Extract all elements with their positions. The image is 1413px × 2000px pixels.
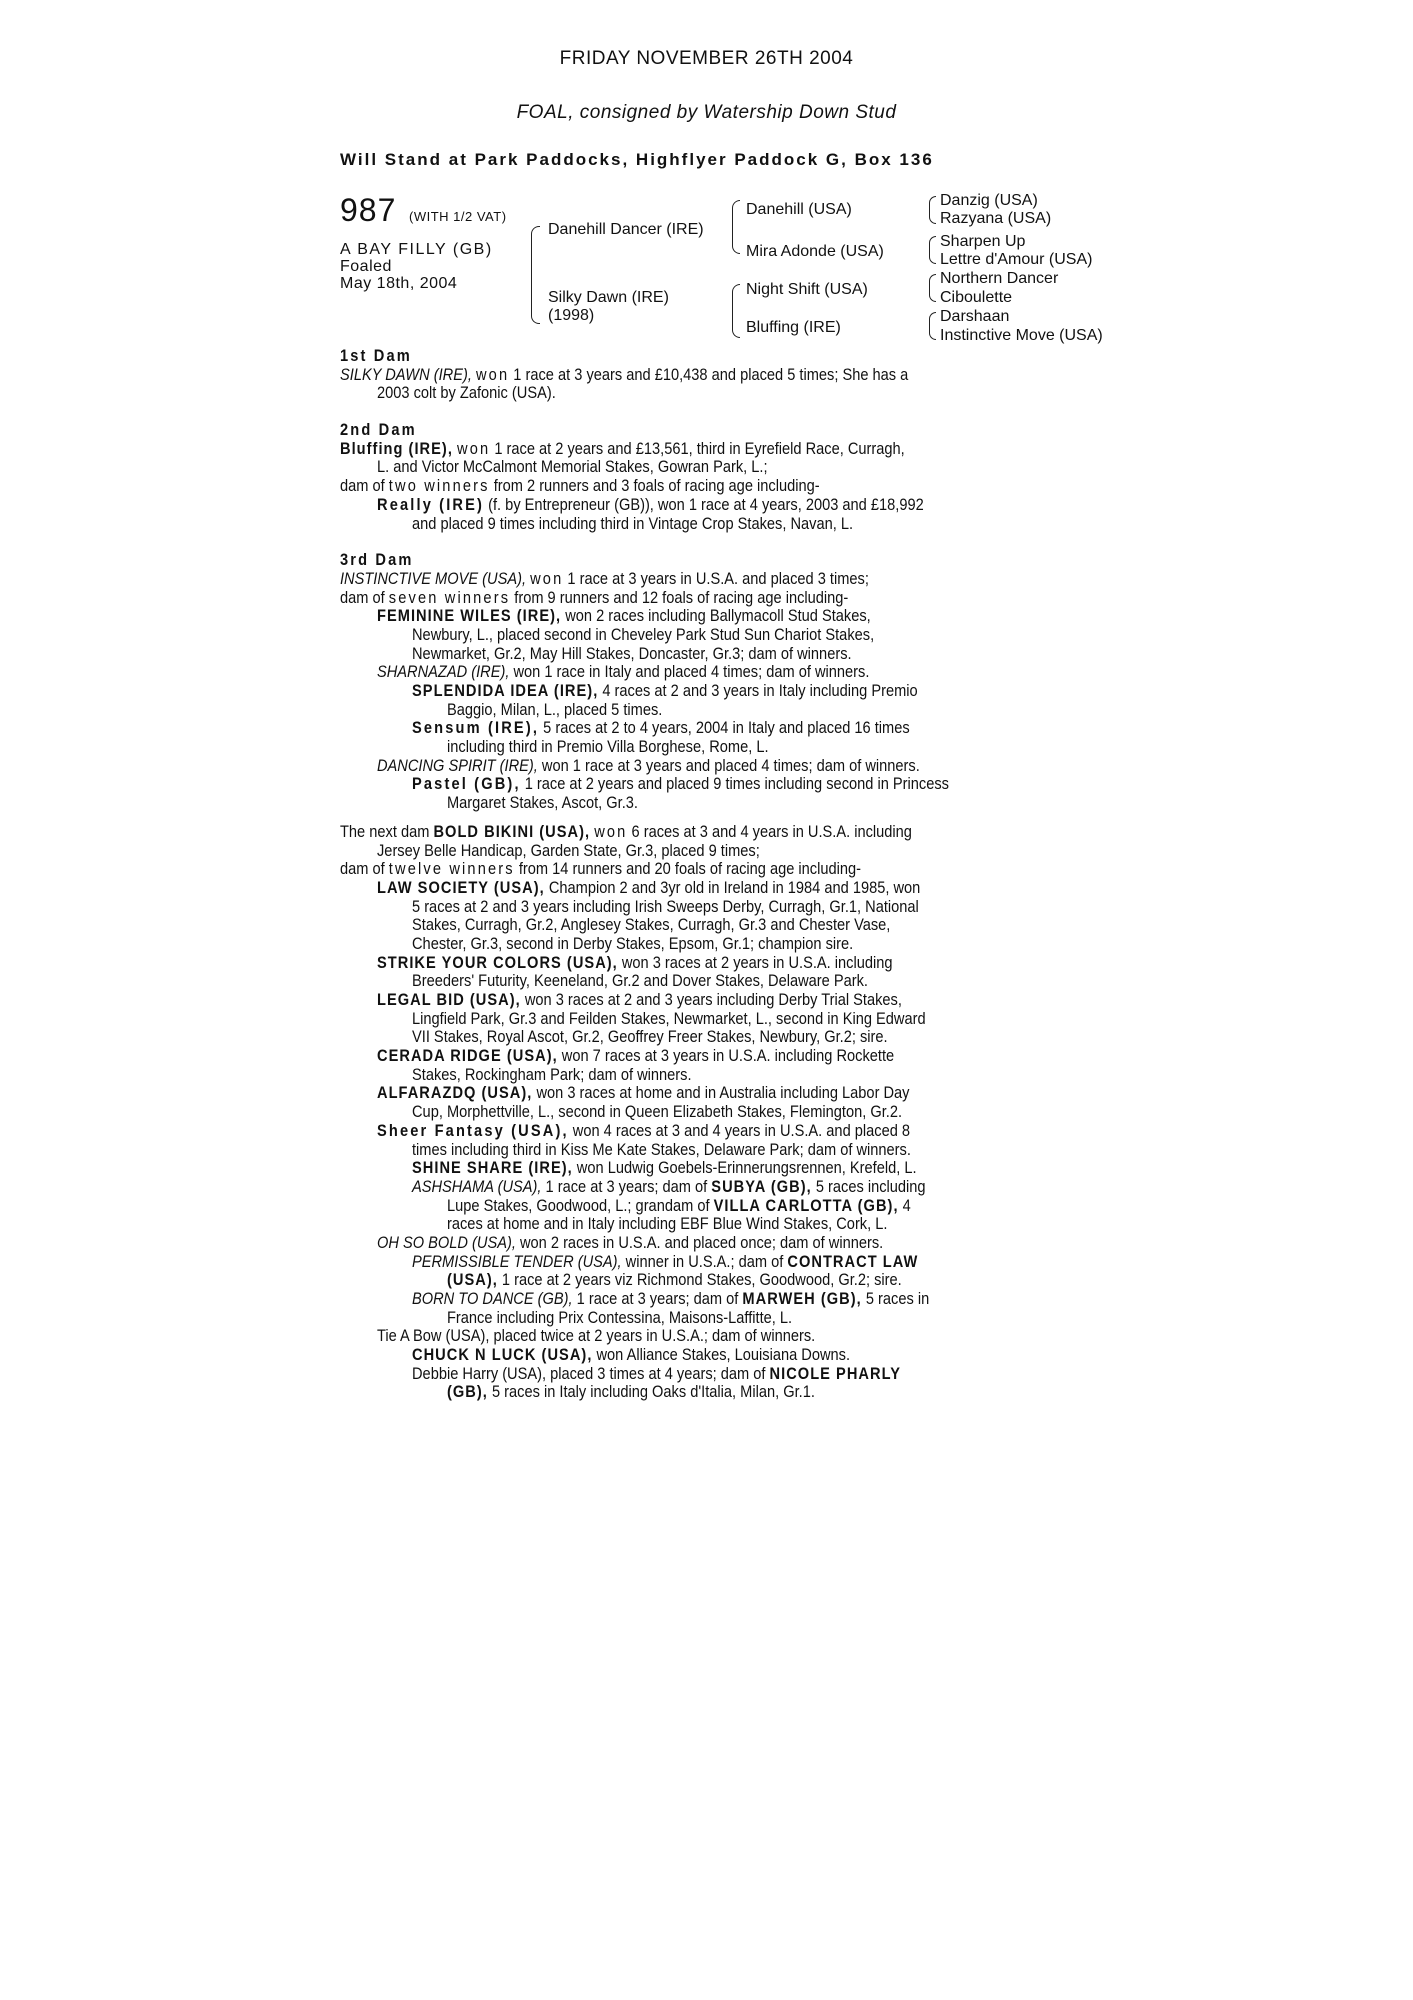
first-dam-line: 2003 colt by Zafonic (USA). — [377, 383, 556, 403]
third-dam-line: Baggio, Milan, L., placed 5 times. — [447, 699, 663, 719]
next-dam-line: (USA), 1 race at 2 years viz Richmond Stakes, Goodwood, Gr.2; sire. — [447, 1270, 902, 1290]
third-dam-line: including third in Premio Villa Borghese, Rome, L. — [447, 737, 769, 757]
next-dam-line: dam of twelve winners from 14 runners and 20 foals of racing age including- — [340, 859, 861, 879]
first-dam-line: SILKY DAWN (IRE), won 1 race at 3 years and £10,438 and placed 5 times; She has a — [340, 364, 909, 384]
pedigree-dam-dam: Bluffing (IRE) — [746, 319, 841, 336]
next-dam-line: ASHSHAMA (USA), 1 race at 3 years; dam of SUBYA (GB), 5 races including — [412, 1176, 926, 1196]
next-dam-line: Cup, Morphettville, L., second in Queen Elizabeth Stakes, Flemington, Gr.2. — [412, 1102, 903, 1122]
third-dam-line: SPLENDIDA IDEA (IRE), 4 races at 2 and 3 years in Italy including Premio — [412, 681, 918, 700]
pedigree-sire-sire: Danehill (USA) — [746, 201, 852, 218]
next-dam-line: Chester, Gr.3, second in Derby Stakes, Epsom, Gr.1; champion sire. — [412, 933, 854, 953]
second-dam-line: Bluffing (IRE), won 1 race at 2 years and £13,561, third in Eyrefield Race, Curragh, — [340, 438, 905, 458]
next-dam-line: 5 races at 2 and 3 years including Irish Sweeps Derby, Curragh, Gr.1, National — [412, 896, 919, 916]
next-dam-line: races at home and in Italy including EBF Blue Wind Stakes, Cork, L. — [447, 1214, 888, 1234]
sale-date: FRIDAY NOVEMBER 26TH 2004 — [559, 48, 854, 69]
next-dam-line: Tie A Bow (USA), placed twice at 2 years in U.S.A.; dam of winners. — [377, 1326, 816, 1346]
horse-description: A BAY FILLY (GB) — [340, 241, 493, 258]
third-dam-line: INSTINCTIVE MOVE (USA), won 1 race at 3 years in U.S.A. and placed 3 times; — [340, 568, 869, 588]
third-dam-heading: 3rd Dam — [340, 550, 414, 570]
next-dam-line: times including third in Kiss Me Kate Stakes, Delaware Park; dam of winners. — [412, 1139, 911, 1159]
next-dam-line: Lupe Stakes, Goodwood, L.; grandam of VILLA CARLOTTA (GB), 4 — [447, 1195, 911, 1215]
pedigree-sss: Danzig (USA) — [940, 192, 1038, 209]
next-dam-line: STRIKE YOUR COLORS (USA), won 3 races at 2 years in U.S.A. including — [377, 952, 893, 972]
foaled-label: Foaled — [340, 258, 392, 275]
second-dam-line: dam of two winners from 2 runners and 3 foals of racing age including- — [340, 476, 820, 496]
next-dam-line: Jersey Belle Handicap, Garden State, Gr.3, placed 9 times; — [377, 840, 760, 860]
next-dam-line: SHINE SHARE (IRE), won Ludwig Goebels-Erinnerungsrennen, Krefeld, L. — [412, 1158, 917, 1178]
second-dam-line: L. and Victor McCalmont Memorial Stakes, Gowran Park, L.; — [377, 457, 768, 477]
foaled-date: May 18th, 2004 — [340, 275, 458, 292]
pedigree-sire-dam: Mira Adonde (USA) — [746, 243, 884, 260]
third-dam-line: dam of seven winners from 9 runners and 12 foals of racing age including- — [340, 587, 849, 607]
next-dam-line: The next dam BOLD BIKINI (USA), won 6 races at 3 and 4 years in U.S.A. including — [340, 821, 912, 841]
pedigree-sds: Sharpen Up — [940, 233, 1026, 250]
third-dam-line: Margaret Stakes, Ascot, Gr.3. — [447, 793, 638, 813]
third-dam-line: SHARNAZAD (IRE), won 1 race in Italy and placed 4 times; dam of winners. — [377, 662, 870, 682]
next-dam-line: Lingfield Park, Gr.3 and Feilden Stakes, Newmarket, L., second in King Edward — [412, 1008, 926, 1028]
second-dam-line: Really (IRE) (f. by Entrepreneur (GB)), won 1 race at 4 years, 2003 and £18,992 — [377, 494, 924, 514]
third-dam-line: Pastel (GB), 1 race at 2 years and placed 9 times including second in Princess — [412, 774, 949, 794]
next-dam-line: ALFARAZDQ (USA), won 3 races at home and in Australia including Labor Day — [377, 1083, 910, 1103]
next-dam-line: Breeders' Futurity, Keeneland, Gr.2 and Dover Stakes, Delaware Park. — [412, 971, 868, 991]
next-dam-line: (GB), 5 races in Italy including Oaks d'Italia, Milan, Gr.1. — [447, 1382, 815, 1402]
next-dam-line: Stakes, Rockingham Park; dam of winners. — [412, 1064, 692, 1084]
pedigree-dsd: Ciboulette — [940, 289, 1013, 306]
pedigree-dam: Silky Dawn (IRE) — [548, 289, 669, 306]
pedigree-ssd: Razyana (USA) — [940, 210, 1052, 227]
next-dam-line: France including Prix Contessina, Maisons-Laffitte, L. — [447, 1307, 793, 1327]
next-dam-line: LEGAL BID (USA), won 3 races at 2 and 3 years including Derby Trial Stakes, — [377, 990, 902, 1009]
third-dam-line: Sensum (IRE), 5 races at 2 to 4 years, 2004 in Italy and placed 16 times — [412, 718, 910, 738]
third-dam-line: FEMININE WILES (IRE), won 2 races including Ballymacoll Stud Stakes, — [377, 606, 871, 626]
vat-note: (WITH 1/2 VAT) — [409, 209, 507, 224]
dam-lines — [340, 346, 1160, 1401]
pedigree-dam-sire: Night Shift (USA) — [746, 281, 868, 298]
third-dam-line: Newbury, L., placed second in Cheveley Park Stud Sun Chariot Stakes, — [412, 624, 875, 644]
pedigree-dds: Darshaan — [940, 308, 1010, 325]
pedigree-dam-year: (1998) — [548, 307, 595, 324]
pedigree-sdd: Lettre d'Amour (USA) — [940, 251, 1093, 268]
lot-description — [340, 241, 493, 292]
second-dam-line: and placed 9 times including third in Vintage Crop Stakes, Navan, L. — [412, 513, 854, 533]
first-dam-heading: 1st Dam — [340, 346, 412, 365]
second-dam-heading: 2nd Dam — [340, 420, 417, 440]
next-dam-line: Sheer Fantasy (USA), won 4 races at 3 and 4 years in U.S.A. and placed 8 — [377, 1120, 911, 1140]
next-dam-line: CHUCK N LUCK (USA), won Alliance Stakes, Louisiana Downs. — [412, 1345, 851, 1365]
third-dam-line: DANCING SPIRIT (IRE), won 1 race at 3 years and placed 4 times; dam of winners. — [377, 755, 920, 775]
next-dam-line: OH SO BOLD (USA), won 2 races in U.S.A. and placed once; dam of winners. — [377, 1232, 884, 1252]
next-dam-line: Stakes, Curragh, Gr.2, Anglesey Stakes, Curragh, Gr.3 and Chester Vase, — [412, 915, 891, 935]
consignor-line: FOAL, consigned by Watership Down Stud — [516, 102, 897, 123]
next-dam-line: CERADA RIDGE (USA), won 7 races at 3 years in U.S.A. including Rockette — [377, 1046, 895, 1066]
next-dam-line: VII Stakes, Royal Ascot, Gr.2, Geoffrey Freer Stakes, Newbury, Gr.2; sire. — [412, 1027, 888, 1047]
pedigree-dss: Northern Dancer — [940, 270, 1059, 287]
pedigree-sire: Danehill Dancer (IRE) — [548, 221, 704, 238]
next-dam-line: PERMISSIBLE TENDER (USA), winner in U.S.A.; dam of CONTRACT LAW — [412, 1251, 919, 1271]
lot-number: 987 — [340, 192, 397, 228]
next-dam-line: Debbie Harry (USA), placed 3 times at 4 years; dam of NICOLE PHARLY — [412, 1363, 902, 1383]
stand-location: Will Stand at Park Paddocks, Highflyer Paddock G, Box 136 — [340, 150, 934, 169]
third-dam-line: Newmarket, Gr.2, May Hill Stakes, Doncaster, Gr.3; dam of winners. — [412, 643, 852, 663]
next-dam-line: BORN TO DANCE (GB), 1 race at 3 years; dam of MARWEH (GB), 5 races in — [412, 1289, 930, 1308]
pedigree-ddd: Instinctive Move (USA) — [940, 327, 1103, 344]
next-dam-line: LAW SOCIETY (USA), Champion 2 and 3yr old in Ireland in 1984 and 1985, won — [377, 877, 921, 897]
